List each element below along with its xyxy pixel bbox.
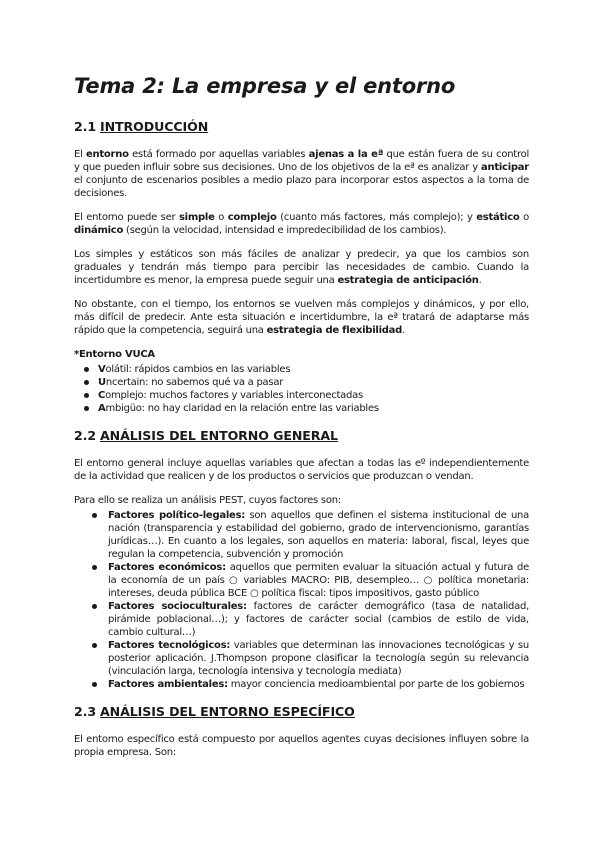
bullet-icon <box>92 513 97 518</box>
paragraph-entorno-especifico: El entorno específico está compuesto por aquellos agentes cuyas decisiones influyen sobre la propia empresa. Son: <box>74 734 529 758</box>
section-title: INTRODUCCIÓN <box>100 119 209 134</box>
bullet-icon <box>84 380 89 385</box>
section-heading-introduccion <box>74 118 529 135</box>
paragraph-flexibilidad: No obstante, con el tiempo, los entornos se vuelven más complejos y dinámicos, y por ello, más difícil de predecir. Ante esta situación e incertidumbre, la eª tratará de adaptarse más rápido que la competencia, seguirá una estrategia de flexibilidad. <box>74 299 529 336</box>
list-item: Uncertain: no sabemos qué va a pasar <box>98 376 529 389</box>
section-heading-entorno-especifico <box>74 703 529 720</box>
bullet-icon <box>84 406 89 411</box>
vuca-list <box>74 363 529 415</box>
bullet-icon <box>92 604 97 609</box>
paragraph-tipos-entorno: El entorno puede ser simple o complejo (cuanto más factores, más complejo); y estático o dinámico (según la velocidad, intensidad e impredecibilidad de los cambios). <box>74 212 529 236</box>
bullet-icon <box>92 565 97 570</box>
list-item: Ambigüo: no hay claridad en la relación entre las variables <box>98 402 529 415</box>
page-title: Tema 2: La empresa y el entorno <box>74 74 456 98</box>
list-item: Factores ambientales: mayor conciencia medioambiental por parte de los gobiernos <box>108 678 529 691</box>
section-title: ANÁLISIS DEL ENTORNO ESPECÍFICO <box>100 704 355 719</box>
bullet-icon <box>92 643 97 648</box>
list-item: Complejo: muchos factores y variables interconectadas <box>98 389 529 402</box>
list-item: Factores socioculturales: factores de carácter demográfico (tasa de natalidad, pirámide poblacional…); y factores de carácter social (cambios de estilo de vida, cambio cultural…) <box>108 600 529 639</box>
bullet-icon <box>84 393 89 398</box>
pest-list <box>74 509 529 691</box>
bullet-icon <box>84 367 89 372</box>
section-number: 2.1 <box>74 119 97 134</box>
section-number: 2.3 <box>74 704 97 719</box>
list-item: Factores económicos: aquellos que permiten evaluar la situación actual y futura de la economía de un país ○ variables MACRO: PIB, desempleo… ○ política monetaria: intereses, deuda pública BCE ○ política fiscal: tipos impositivos, gasto público <box>108 561 529 600</box>
section-heading-entorno-general <box>74 427 529 444</box>
vuca-title: *Entorno VUCA <box>74 349 155 360</box>
list-item: Factores tecnológicos: variables que determinan las innovaciones tecnológicas y su posterior aplicación. J.Thompson propone clasificar la tecnología según su relevancia (vinculación larga, tecnología intensiva y tecnología mediata) <box>108 639 529 678</box>
list-item: Factores político-legales: son aquellos que definen el sistema institucional de una nación (transparencia y estabilidad del gobierno, grado de intervencionismo, garantías jurídicas…). En cuanto a los legales, son aquellos en materia: laboral, fiscal, leyes que regulan la competencia, subvención y promoción <box>108 509 529 561</box>
paragraph-anticipacion: Los simples y estáticos son más fáciles de analizar y predecir, ya que los cambios son graduales y tendrán más tiempo para percibir las necesidades de cambio. Cuando la incertidumbre es menor, la empresa puede seguir una estrategia de anticipación. <box>74 249 529 286</box>
list-item: Volátil: rápidos cambios en las variables <box>98 363 529 376</box>
document-page <box>74 72 529 770</box>
paragraph-pest-intro: Para ello se realiza un análisis PEST, cuyos factores son: <box>74 495 341 506</box>
paragraph-entorno-general: El entorno general incluye aquellas variables que afectan a todas las eº independientemente de la actividad que realicen y de los productos o servicios que produzcan o vendan. <box>74 458 529 482</box>
section-title: ANÁLISIS DEL ENTORNO GENERAL <box>100 428 338 443</box>
paragraph-entorno-definicion: El entorno está formado por aquellas variables ajenas a la eª que están fuera de su control y que pueden influir sobre sus decisiones. Uno de los objetivos de la eª es analizar y anticipar el conjunto de escenarios posibles a medio plazo para incorporar estos aspectos a la toma de decisiones. <box>74 149 529 199</box>
section-number: 2.2 <box>74 428 97 443</box>
bullet-icon <box>92 682 97 687</box>
